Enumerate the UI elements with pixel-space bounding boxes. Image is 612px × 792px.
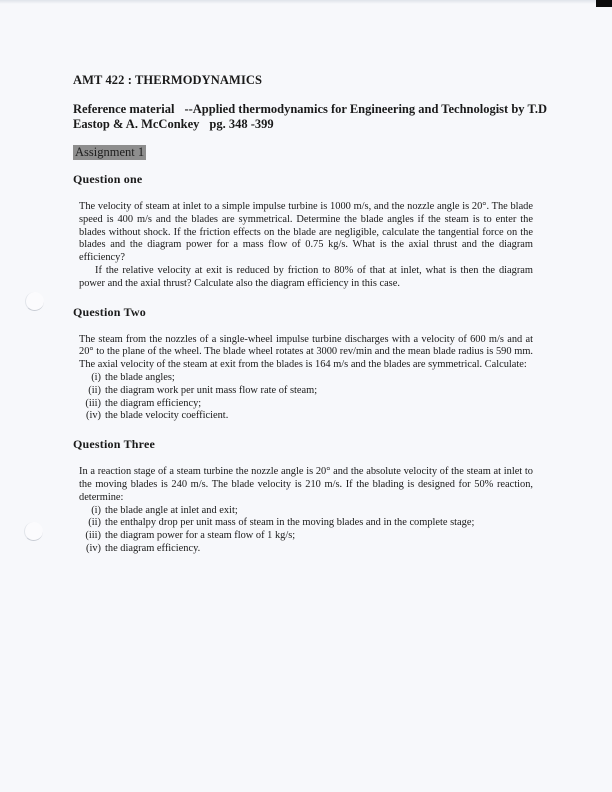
question-one-section [73, 172, 543, 291]
sub-question-text: the blade velocity coefficient. [105, 410, 229, 422]
question-paragraph: The steam from the nozzles of a single-wheel impulse turbine discharges with a velocity of 600 m/s and at 20° to the plane of the wheel. The blade wheel rotates at 3000 rev/min and the mean blade radius is 590 mm. The axial velocity of the steam at exit from the blades is 164 m/s and the blades are symmetrical. Calculate: [79, 333, 533, 371]
question-heading: Question one [73, 172, 143, 186]
sub-question-item [79, 530, 533, 543]
sub-question-item [79, 372, 533, 385]
sub-question-text: the diagram work per unit mass flow rate of steam; [105, 384, 318, 396]
document-page [73, 73, 548, 556]
reference-book-title: --Applied thermodynamics for Engineering and Technologist by T.D [184, 102, 548, 116]
assignment-label: Assignment 1 [75, 145, 145, 159]
sub-question-number: (i) [91, 504, 101, 516]
question-body [79, 201, 533, 291]
sub-question-number: (iv) [85, 542, 101, 554]
sub-question-item [79, 517, 533, 530]
punch-hole-upper [25, 292, 44, 311]
sub-question-text: the blade angles; [105, 371, 175, 383]
question-heading: Question Two [73, 304, 146, 319]
question-paragraph: The velocity of steam at inlet to a simple impulse turbine is 1000 m/s, and the nozzle angle is 20°. The blade speed is 400 m/s and the blades are symmetrical. Determine the blade angles if the steam is to enter the blades without shock. If the friction effects on the blade are negligible, calculate the tangential force on the blades and the diagram power for a mass flow of 0.75 kg/s. What is the axial thrust and the diagram efficiency? [79, 201, 533, 264]
reference-authors: Eastop & A. McConkey [73, 117, 200, 131]
question-body [79, 466, 533, 556]
sub-question-text: the diagram efficiency. [105, 542, 201, 554]
sub-question-text: the blade angle at inlet and exit; [105, 504, 238, 516]
question-three-section [73, 437, 543, 556]
sub-question-list [79, 372, 533, 423]
punch-hole-lower [24, 522, 43, 541]
sub-question-number: (i) [91, 371, 101, 383]
sub-question-text: the diagram power for a steam flow of 1 kg/s; [105, 530, 296, 542]
reference-material [73, 102, 553, 132]
sub-question-item [79, 505, 533, 518]
sub-question-text: the enthalpy drop per unit mass of steam in the moving blades and in the complete stage; [105, 517, 475, 529]
question-paragraph: If the relative velocity at exit is reduced by friction to 80% of that at inlet, what is then the diagram power and the axial thrust? Calculate also the diagram efficiency in this case. [79, 264, 533, 289]
sub-question-number: (ii) [88, 384, 101, 396]
reference-label: Reference material [73, 102, 175, 116]
scan-corner-artifact [596, 0, 612, 7]
scan-top-edge [0, 0, 596, 4]
sub-question-number: (iv) [85, 410, 101, 422]
sub-question-item [79, 543, 533, 556]
question-heading: Question Three [73, 437, 156, 452]
reference-pages: pg. 348 -399 [209, 117, 274, 131]
sub-question-item [79, 398, 533, 411]
question-body [79, 334, 533, 424]
sub-question-list [79, 505, 533, 556]
question-two-section [73, 305, 543, 424]
sub-question-text: the diagram efficiency; [105, 397, 202, 409]
sub-question-number: (iii) [85, 397, 101, 409]
course-title: AMT 422 : THERMODYNAMICS [73, 73, 263, 87]
question-paragraph: In a reaction stage of a steam turbine the nozzle angle is 20° and the absolute velocity of the steam at inlet to the moving blades is 240 m/s. The blade velocity is 210 m/s. If the blading is designed for 50% reaction, determine: [79, 466, 533, 503]
sub-question-number: (iii) [85, 530, 101, 542]
sub-question-number: (ii) [88, 517, 101, 529]
sub-question-item [79, 385, 533, 398]
sub-question-item [79, 410, 533, 423]
